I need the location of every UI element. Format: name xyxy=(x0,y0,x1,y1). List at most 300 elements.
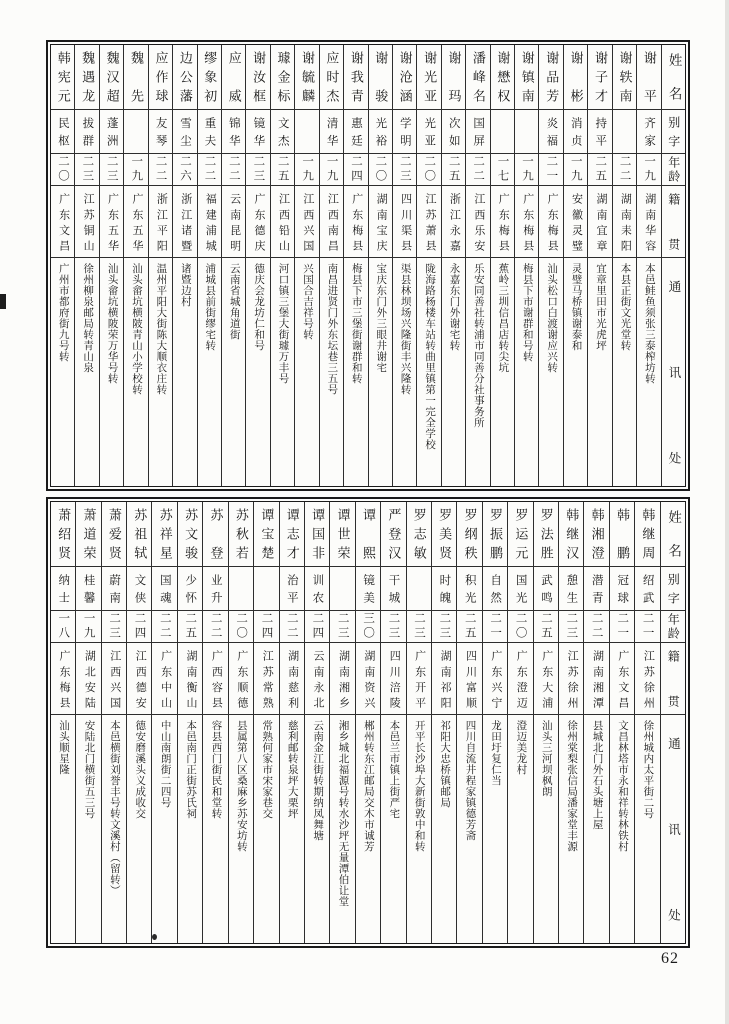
entry-origin: 广东梅县 xyxy=(350,192,363,251)
entry-courtesy-name: 次如 xyxy=(447,116,460,147)
entry-address-cell xyxy=(102,714,126,943)
entry-name: 韩宪元 xyxy=(55,51,71,103)
entry-age-cell xyxy=(584,610,608,642)
entry-address-cell xyxy=(254,714,278,943)
entry-address-cell xyxy=(442,257,465,486)
entry-name-cell xyxy=(198,45,221,109)
entry-address: 汕头畲坑横陂青山小学校转 xyxy=(131,263,142,395)
entry-courtesy-name: 潜青 xyxy=(590,573,603,604)
entry-courtesy-cell xyxy=(271,109,294,153)
entry-courtesy-cell xyxy=(102,566,126,610)
entry-column xyxy=(279,502,304,943)
entry-address: 慈利邮转泉坪大栗坪 xyxy=(286,720,298,819)
entry-address-cell xyxy=(344,257,367,486)
entry-age-cell xyxy=(417,153,440,185)
entry-address: 乐安同善社转浦市同善分社事务所 xyxy=(472,263,484,428)
entry-age: 一九 xyxy=(130,155,143,184)
page-edge-shade xyxy=(725,0,729,1024)
entry-age-cell xyxy=(173,153,196,185)
entry-address: 本邑南门正街苏氏祠 xyxy=(185,720,197,819)
entry-origin: 广东澄迈 xyxy=(515,649,528,708)
entry-age: 二三 xyxy=(412,612,425,641)
entry-origin-cell xyxy=(51,185,74,257)
entry-name: 谢玛 xyxy=(446,51,462,103)
entry-column xyxy=(319,45,343,486)
entry-address: 湘乡城北福源号转水沙坪无量潭伯让堂 xyxy=(337,720,349,907)
entry-address: 祁阳大忠桥镇邮局 xyxy=(439,720,451,808)
entry-origin-cell xyxy=(356,642,380,714)
entry-origin: 云南昆明 xyxy=(228,192,241,251)
entry-name: 应作球 xyxy=(153,51,169,103)
entry-age: 二二 xyxy=(618,155,631,184)
entry-origin-cell xyxy=(515,185,538,257)
entry-name-cell xyxy=(584,502,608,566)
entry-column xyxy=(507,502,532,943)
entry-courtesy-name: 训农 xyxy=(311,573,324,604)
entry-address-cell xyxy=(637,257,660,486)
entry-courtesy-name: 拔群 xyxy=(81,116,94,147)
entry-age-cell xyxy=(393,153,416,185)
entry-column xyxy=(101,502,126,943)
entry-origin: 江西兴国 xyxy=(108,649,121,708)
entry-address: 常熟何家市宋家巷交 xyxy=(261,720,273,819)
entry-name-cell xyxy=(100,45,123,109)
table-top-row xyxy=(51,45,685,486)
entry-courtesy-cell xyxy=(75,109,98,153)
entry-age-cell xyxy=(75,153,98,185)
entry-origin-cell xyxy=(417,185,440,257)
entry-address: 温州平阳大街陈大顺衣庄转 xyxy=(155,263,167,395)
entry-name-cell xyxy=(76,502,100,566)
entry-origin-cell xyxy=(508,642,532,714)
entry-courtesy-name: 持平 xyxy=(594,116,607,147)
entry-address-cell xyxy=(124,257,147,486)
entry-name: 谢品芳 xyxy=(544,51,560,103)
entry-name: 边公藩 xyxy=(177,51,193,103)
entry-address: 德安磨溪头义成收交 xyxy=(134,720,146,819)
entry-column xyxy=(51,502,75,943)
entry-age: 二六 xyxy=(179,155,192,184)
entry-address-cell xyxy=(229,714,253,943)
table-bottom-frame xyxy=(50,501,686,944)
entry-age: 二三 xyxy=(438,612,451,641)
entry-age-cell xyxy=(637,153,660,185)
entry-age-cell xyxy=(320,153,343,185)
header-courtesy-cell xyxy=(662,109,685,153)
entry-courtesy-name: 文杰 xyxy=(276,116,289,147)
entry-address-cell xyxy=(75,257,98,486)
entry-courtesy-cell xyxy=(51,109,74,153)
entry-origin-cell xyxy=(76,642,100,714)
entry-courtesy-name: 镜美 xyxy=(362,573,375,604)
directory-tables xyxy=(46,40,690,948)
entry-name-cell xyxy=(254,502,278,566)
entry-column xyxy=(343,45,367,486)
entry-courtesy-name: 炎福 xyxy=(545,116,558,147)
entry-column xyxy=(514,45,538,486)
entry-address-cell xyxy=(330,714,354,943)
entry-courtesy-cell xyxy=(534,566,558,610)
entry-age: 二四 xyxy=(350,155,362,184)
entry-column xyxy=(482,502,507,943)
entry-age: 二三 xyxy=(252,155,265,184)
entry-name: 苏祖轼 xyxy=(132,508,148,560)
entry-name-cell xyxy=(173,45,196,109)
entry-name-cell xyxy=(203,502,227,566)
entry-age: 二三 xyxy=(81,155,94,184)
entry-name-cell xyxy=(635,502,659,566)
entry-address: 宜章里田市光虎坪 xyxy=(595,263,607,351)
entry-age-cell xyxy=(127,610,151,642)
entry-courtesy-cell xyxy=(635,566,659,610)
entry-age-cell xyxy=(457,610,481,642)
entry-name: 韩继汉 xyxy=(564,508,580,560)
entry-address: 广州市都府街九号转 xyxy=(57,263,69,362)
entry-address: 文昌林塔市永和祥转林铁村 xyxy=(616,720,628,852)
entry-courtesy-cell xyxy=(515,109,538,153)
entry-age: 二五 xyxy=(447,155,460,184)
entry-courtesy-name: 时魄 xyxy=(438,573,451,604)
entry-age-cell xyxy=(539,153,562,185)
entry-courtesy-name: 学明 xyxy=(398,116,411,147)
entry-address-cell xyxy=(417,257,440,486)
entry-courtesy-cell xyxy=(407,566,431,610)
entry-courtesy-name: 蔚南 xyxy=(108,573,121,604)
scan-mark-dot xyxy=(152,934,157,940)
entry-name-cell xyxy=(295,45,318,109)
entry-name: 苏祥星 xyxy=(157,508,173,560)
entry-courtesy-name: 光裕 xyxy=(374,116,387,147)
entry-age-cell xyxy=(203,610,227,642)
entry-courtesy-name: 惠廷 xyxy=(350,116,362,147)
entry-name: 罗纲秩 xyxy=(462,508,478,560)
entry-origin-cell xyxy=(457,642,481,714)
entry-address-cell xyxy=(222,257,245,486)
entry-age-cell xyxy=(149,153,172,185)
entry-name: 谭熙 xyxy=(360,508,376,560)
entry-courtesy-name: 消贞 xyxy=(569,116,582,147)
entry-age: 二二 xyxy=(154,155,167,184)
entry-address-cell xyxy=(381,714,405,943)
entry-origin: 广东五华 xyxy=(106,192,119,251)
entry-courtesy-name: 少怀 xyxy=(184,573,197,604)
entry-courtesy-cell xyxy=(254,566,278,610)
entry-courtesy-cell xyxy=(369,109,392,153)
entry-age-cell xyxy=(295,153,318,185)
entry-origin-cell xyxy=(534,642,558,714)
entry-name-cell xyxy=(539,45,562,109)
entry-age: 二五 xyxy=(594,155,607,184)
entry-origin-cell xyxy=(100,185,123,257)
entry-column xyxy=(253,502,278,943)
entry-origin: 湖南湘乡 xyxy=(337,649,350,708)
entry-name-cell xyxy=(51,45,74,109)
entry-courtesy-cell xyxy=(149,109,172,153)
entry-courtesy-cell xyxy=(76,566,100,610)
entry-name-cell xyxy=(637,45,660,109)
entry-name: 苏登 xyxy=(208,508,224,560)
entry-column xyxy=(355,502,380,943)
entry-name-cell xyxy=(564,45,587,109)
entry-column xyxy=(148,45,172,486)
entry-name: 苏文骏 xyxy=(183,508,199,560)
entry-name: 罗法胜 xyxy=(538,508,554,560)
entry-age: 二五 xyxy=(184,612,197,641)
entry-origin: 浙江平阳 xyxy=(155,192,168,251)
entry-origin: 湖南宜章 xyxy=(594,192,607,251)
entry-name: 谢我青 xyxy=(348,51,364,103)
entry-courtesy-name: 治平 xyxy=(285,573,298,604)
entry-age-cell xyxy=(246,153,269,185)
entry-name: 璩金标 xyxy=(275,51,291,103)
entry-column xyxy=(74,45,98,486)
entry-address: 容县西门街民和堂转 xyxy=(210,720,222,819)
entry-origin: 广东梅县 xyxy=(546,192,559,251)
entry-age: 二二 xyxy=(209,612,222,641)
entry-courtesy-cell xyxy=(246,109,269,153)
entry-address-cell xyxy=(610,714,634,943)
entry-address: 汕头畲坑横陂荣万华号转 xyxy=(106,263,118,384)
entry-origin-cell xyxy=(178,642,202,714)
entry-origin-cell xyxy=(127,642,151,714)
entry-name: 谢懋权 xyxy=(495,51,511,103)
entry-courtesy-name: 友琴 xyxy=(154,116,167,147)
entry-name: 潘峰名 xyxy=(470,51,486,103)
entry-age-cell xyxy=(124,153,147,185)
entry-courtesy-name: 雪尘 xyxy=(179,116,192,147)
entry-origin: 广东顺德 xyxy=(235,649,248,708)
header-name-label: 姓名 xyxy=(666,510,682,558)
entry-courtesy-cell xyxy=(198,109,221,153)
entry-age-cell xyxy=(466,153,489,185)
entry-origin: 四川富顺 xyxy=(464,649,477,708)
entry-origin: 安徽灵璧 xyxy=(570,192,583,251)
entry-origin-cell xyxy=(330,642,354,714)
entry-age-cell xyxy=(613,153,636,185)
entry-address-cell xyxy=(51,714,75,943)
entry-age-cell xyxy=(280,610,304,642)
entry-age: 二五 xyxy=(539,612,552,641)
entry-origin-cell xyxy=(203,642,227,714)
entry-name-cell xyxy=(152,502,176,566)
entry-address-cell xyxy=(584,714,608,943)
entry-origin: 湖南宝庆 xyxy=(375,192,388,251)
entry-address: 徐州柳泉邮局转青山泉 xyxy=(82,263,94,373)
entry-column xyxy=(197,45,221,486)
entry-name-cell xyxy=(124,45,147,109)
entry-address-cell xyxy=(466,257,489,486)
entry-origin-cell xyxy=(75,185,98,257)
entry-address: 汕头三河坝枫朗 xyxy=(540,720,552,797)
entry-origin: 广东梅县 xyxy=(57,649,70,708)
entry-origin: 福建浦城 xyxy=(204,192,217,251)
entry-name: 苏秋若 xyxy=(233,508,249,560)
entry-name: 谭宝楚 xyxy=(259,508,275,560)
entry-address: 徐州棠梨张信局潘家堂丰源 xyxy=(566,720,578,852)
entry-age-cell xyxy=(344,153,367,185)
entry-courtesy-cell xyxy=(344,109,367,153)
entry-address-cell xyxy=(508,714,532,943)
entry-name: 韩继周 xyxy=(640,508,656,560)
entry-column xyxy=(392,45,416,486)
entry-age: 二二 xyxy=(590,612,603,641)
entry-name-cell xyxy=(246,45,269,109)
entry-column xyxy=(172,45,196,486)
entry-courtesy-name: 干城 xyxy=(387,573,400,604)
header-address-label: 通讯处 xyxy=(666,737,681,922)
entry-origin: 江西德安 xyxy=(134,649,147,708)
entry-age-cell xyxy=(381,610,405,642)
entry-courtesy-cell xyxy=(584,566,608,610)
entry-name-cell xyxy=(613,45,636,109)
entry-column xyxy=(228,502,253,943)
page-number: 62 xyxy=(661,950,679,967)
entry-origin: 江西铅山 xyxy=(277,192,290,251)
entry-age: 二〇 xyxy=(423,155,436,184)
entry-origin-cell xyxy=(173,185,196,257)
entry-origin-cell xyxy=(559,642,583,714)
entry-column xyxy=(634,502,659,943)
entry-name-cell xyxy=(559,502,583,566)
entry-courtesy-cell xyxy=(457,566,481,610)
header-age-label: 年龄 xyxy=(666,155,681,184)
entry-age-cell xyxy=(635,610,659,642)
entry-age: 二三 xyxy=(108,612,121,641)
entry-origin: 江苏常熟 xyxy=(261,649,274,708)
entry-courtesy-cell xyxy=(305,566,329,610)
entry-origin: 江西乐安 xyxy=(472,192,485,251)
entry-column xyxy=(465,45,489,486)
entry-origin: 湖北安陆 xyxy=(83,649,96,708)
entry-courtesy-cell xyxy=(417,109,440,153)
entry-age: 二〇 xyxy=(374,155,387,184)
entry-age: 二〇 xyxy=(514,612,527,641)
entry-courtesy-cell xyxy=(152,566,176,610)
entry-address-cell xyxy=(149,257,172,486)
entry-origin: 湖南祁阳 xyxy=(439,649,452,708)
entry-age-cell xyxy=(534,610,558,642)
entry-age-cell xyxy=(588,153,611,185)
entry-address: 诸暨边村 xyxy=(179,263,191,307)
entry-name-cell xyxy=(442,45,465,109)
entry-courtesy-cell xyxy=(127,566,151,610)
entry-column xyxy=(406,502,431,943)
entry-address-cell xyxy=(613,257,636,486)
entry-origin-cell xyxy=(344,185,367,257)
entry-name-cell xyxy=(127,502,151,566)
entry-age-cell xyxy=(432,610,456,642)
entry-name-cell xyxy=(222,45,245,109)
entry-origin-cell xyxy=(320,185,343,257)
entry-origin-cell xyxy=(305,642,329,714)
entry-address: 本邑鲑鱼须张三泰榨坊转 xyxy=(643,263,655,384)
entry-age: 二五 xyxy=(463,612,476,641)
entry-origin-cell xyxy=(271,185,294,257)
entry-column xyxy=(490,45,514,486)
entry-age: 一九 xyxy=(520,155,533,184)
entry-courtesy-cell xyxy=(442,109,465,153)
entry-name-cell xyxy=(393,45,416,109)
entry-address: 陇海路杨楼车站转曲里镇第一完全学校 xyxy=(424,263,436,450)
entry-courtesy-cell xyxy=(51,566,75,610)
entry-name: 缪象初 xyxy=(202,51,218,103)
entry-address: 徐州城内太平街二号 xyxy=(642,720,654,819)
entry-origin-cell xyxy=(51,642,75,714)
entry-name-cell xyxy=(344,45,367,109)
entry-courtesy-name: 武鸣 xyxy=(539,573,552,604)
entry-name: 谢镇南 xyxy=(519,51,535,103)
entry-name-cell xyxy=(588,45,611,109)
entry-address-cell xyxy=(203,714,227,943)
entry-name-cell xyxy=(305,502,329,566)
entry-age-cell xyxy=(407,610,431,642)
header-origin-cell xyxy=(662,185,685,257)
entry-courtesy-cell xyxy=(564,109,587,153)
entry-age: 二三 xyxy=(105,155,118,184)
entry-address-cell xyxy=(152,714,176,943)
header-age-cell xyxy=(661,610,685,642)
entry-courtesy-name: 齐家 xyxy=(643,116,656,147)
entry-courtesy-cell xyxy=(466,109,489,153)
entry-origin-cell xyxy=(432,642,456,714)
entry-address: 龙田圩复仁当 xyxy=(489,720,501,786)
entry-column xyxy=(99,45,123,486)
entry-address-cell xyxy=(539,257,562,486)
entry-address: 本邑横街刘誉丰号转文溪村（留转） xyxy=(108,720,120,896)
entry-address: 德庆会龙坊仁和号 xyxy=(253,263,265,351)
entry-courtesy-cell xyxy=(508,566,532,610)
entry-age-cell xyxy=(491,153,514,185)
entry-courtesy-name: 锦华 xyxy=(227,116,240,147)
entry-age-cell xyxy=(51,153,74,185)
entry-column xyxy=(126,502,151,943)
entry-name-cell xyxy=(466,45,489,109)
entry-age: 二二 xyxy=(227,155,240,184)
entry-age-cell xyxy=(483,610,507,642)
entry-origin: 江西兴国 xyxy=(301,192,314,251)
entry-age-cell xyxy=(515,153,538,185)
header-address-cell xyxy=(661,714,685,943)
entry-origin-cell xyxy=(369,185,392,257)
entry-courtesy-name: 国魂 xyxy=(158,573,171,604)
entry-name: 谭世荣 xyxy=(335,508,351,560)
table-top-frame xyxy=(50,44,686,487)
entry-courtesy-name: 蓬洲 xyxy=(105,116,118,147)
entry-address-cell xyxy=(198,257,221,486)
entry-address: 云南金江街转期纳凤舞塘 xyxy=(312,720,324,841)
entry-name: 韩鹏 xyxy=(615,508,630,560)
entry-origin: 四川渠县 xyxy=(399,192,412,251)
entry-age-cell xyxy=(178,610,202,642)
entry-courtesy-name: 镜华 xyxy=(252,116,265,147)
entry-origin: 浙江永嘉 xyxy=(448,192,461,251)
entry-address: 浦城县前街缪宅转 xyxy=(204,263,216,351)
entry-column xyxy=(587,45,611,486)
entry-courtesy-name: 业升 xyxy=(209,573,222,604)
entry-courtesy-name: 光亚 xyxy=(423,116,436,147)
entry-age: 一八 xyxy=(57,612,70,641)
scan-mark-left xyxy=(0,294,6,309)
entry-origin-cell xyxy=(610,642,634,714)
entry-name: 谭国非 xyxy=(310,508,326,560)
header-origin-label: 籍贯 xyxy=(666,192,681,251)
entry-name: 谢平 xyxy=(641,51,657,103)
table-bottom-row xyxy=(51,502,685,943)
entry-origin: 湖南湘潭 xyxy=(591,649,604,708)
entry-age: 二三 xyxy=(398,155,411,184)
entry-origin-cell xyxy=(198,185,221,257)
entry-address-cell xyxy=(246,257,269,486)
